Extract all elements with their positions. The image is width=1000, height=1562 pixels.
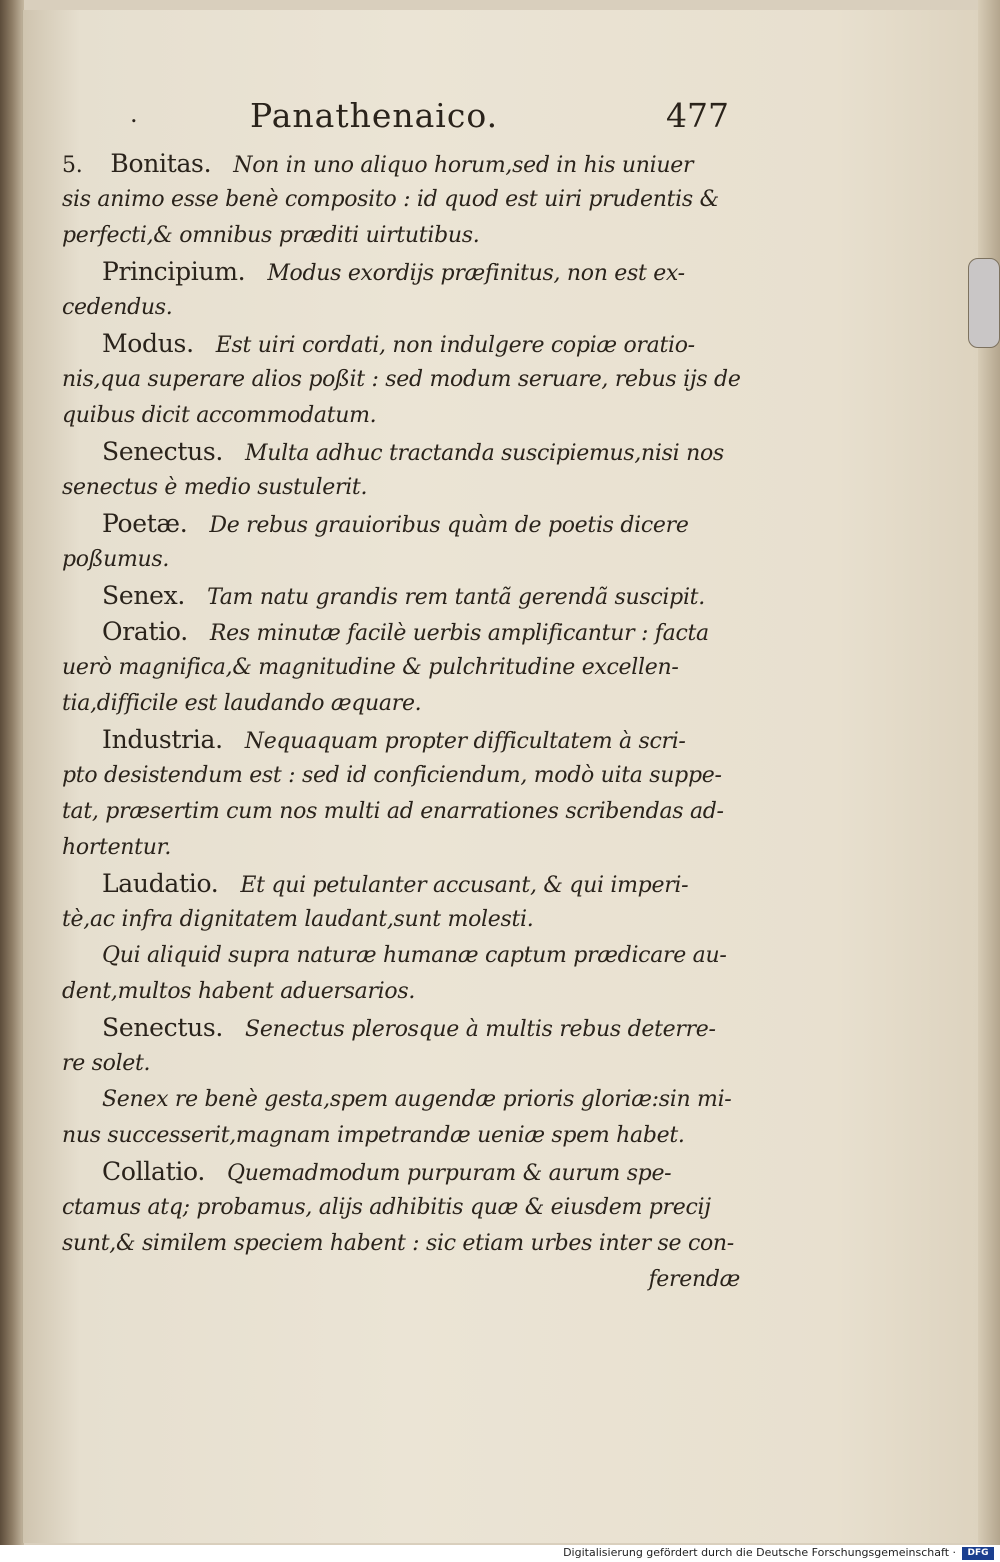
catchword: ferendæ (648, 1267, 740, 1292)
line-text: poßumus. (62, 547, 170, 572)
line-text: tè,ac infra dignitatem laudant,sunt molesti. (62, 907, 534, 932)
line-text: De rebus grauioribus quàm de poetis dicere (209, 513, 689, 538)
marginal-keyword: Collatio. (102, 1157, 205, 1186)
text-line (62, 398, 762, 434)
text-line (62, 362, 762, 398)
text-line (62, 578, 762, 614)
text-line (62, 1046, 762, 1082)
text-line (62, 290, 762, 326)
text-line (62, 326, 762, 362)
line-text: sunt,& similem speciem habent : sic etiam urbes inter se con- (62, 1231, 734, 1256)
text-block (62, 146, 762, 1298)
text-line (62, 254, 762, 290)
text-line (62, 506, 762, 542)
line-text: re solet. (62, 1051, 151, 1076)
book-gutter (0, 0, 24, 1545)
text-line (62, 1082, 762, 1118)
text-line (62, 686, 762, 722)
line-text: pto desistendum est : sed id conficiendum, modò uita suppe- (62, 763, 722, 788)
line-text: Multa adhuc tractanda suscipiemus,nisi nos (245, 441, 724, 466)
text-line (62, 218, 762, 254)
text-line (62, 470, 762, 506)
line-text: Nequaquam propter difficultatem à scri- (244, 729, 686, 754)
line-text: Et qui petulanter accusant, & qui imperi- (240, 873, 689, 898)
text-line (62, 614, 762, 650)
line-text: Qui aliquid supra naturæ humanæ captum prædicare au- (102, 943, 727, 968)
line-text: quibus dicit accommodatum. (62, 403, 377, 428)
line-text: Senex re benè gesta,spem augendæ prioris gloriæ:sin mi- (102, 1087, 732, 1112)
page-tab-marker (968, 258, 1000, 348)
text-line (62, 146, 762, 182)
section-number: 5. (62, 153, 83, 178)
marginal-keyword: Poetæ. (102, 509, 188, 538)
text-line (62, 794, 762, 830)
line-text: perfecti,& omnibus præditi uirtutibus. (62, 223, 480, 248)
line-text: Senectus plerosque à multis rebus deterre- (245, 1017, 716, 1042)
marginal-keyword: Principium. (102, 257, 246, 286)
line-text: tat, præsertim cum nos multi ad enarrationes scribendas ad- (62, 799, 724, 824)
footer-bar (0, 1545, 1000, 1562)
text-line (62, 1226, 762, 1262)
line-text: sis animo esse benè composito : id quod est uiri prudentis & (62, 187, 719, 212)
line-text: Non in uno aliquo horum,sed in his uniuer (233, 153, 694, 178)
line-text: Est uiri cordati, non indulgere copiæ oratio- (215, 333, 695, 358)
text-line (62, 902, 762, 938)
line-text: Res minutæ facilè uerbis amplificantur : facta (209, 621, 709, 646)
text-line (62, 650, 762, 686)
marginal-keyword: Senex. (102, 581, 186, 610)
text-line (62, 866, 762, 902)
marginal-keyword: Bonitas. (110, 149, 212, 178)
page-edge (978, 0, 1000, 1545)
line-text: nus successerit,magnam impetrandæ ueniæ spem habet. (62, 1123, 685, 1148)
text-line (62, 1154, 762, 1190)
line-text: nis,qua superare alios poßit : sed modum seruare, rebus ijs de (62, 367, 741, 392)
line-text: ctamus atq; probamus, alijs adhibitis quæ & eiusdem precij (62, 1195, 711, 1220)
line-text: dent,multos habent aduersarios. (62, 979, 416, 1004)
text-line (62, 542, 762, 578)
line-text: senectus è medio sustulerit. (62, 475, 368, 500)
marginal-keyword: Industria. (102, 725, 223, 754)
line-text: cedendus. (62, 295, 173, 320)
text-line (62, 722, 762, 758)
funding-credit: Digitalisierung gefördert durch die Deutsche Forschungsgemeinschaft · (563, 1546, 956, 1559)
text-line (62, 830, 762, 866)
running-head: Panathenaico. (250, 96, 499, 135)
line-text: Quemadmodum purpuram & aurum spe- (226, 1161, 672, 1186)
line-text: tia,difficile est laudando æquare. (62, 691, 422, 716)
marginal-keyword: Oratio. (102, 617, 188, 646)
text-line (62, 938, 762, 974)
line-text: Modus exordijs præfinitus, non est ex- (267, 261, 685, 286)
marginal-keyword: Modus. (102, 329, 194, 358)
text-line (62, 758, 762, 794)
text-line (62, 1010, 762, 1046)
marginal-keyword: Senectus. (102, 437, 224, 466)
page-number: 477 (666, 96, 729, 135)
page-header (0, 96, 1000, 146)
text-line (62, 974, 762, 1010)
marginal-keyword: Laudatio. (102, 869, 219, 898)
marginal-keyword: Senectus. (102, 1013, 224, 1042)
text-line (62, 1118, 762, 1154)
line-text: hortentur. (62, 835, 172, 860)
text-line (62, 434, 762, 470)
ornament-dot: . (130, 100, 138, 128)
line-text: Tam natu grandis rem tantã gerendã suscipit. (207, 585, 705, 610)
line-text: uerò magnifica,& magnitudine & pulchritudine excellen- (62, 655, 679, 680)
dfg-logo: DFG (962, 1547, 994, 1560)
text-line (62, 1190, 762, 1226)
text-line (62, 182, 762, 218)
